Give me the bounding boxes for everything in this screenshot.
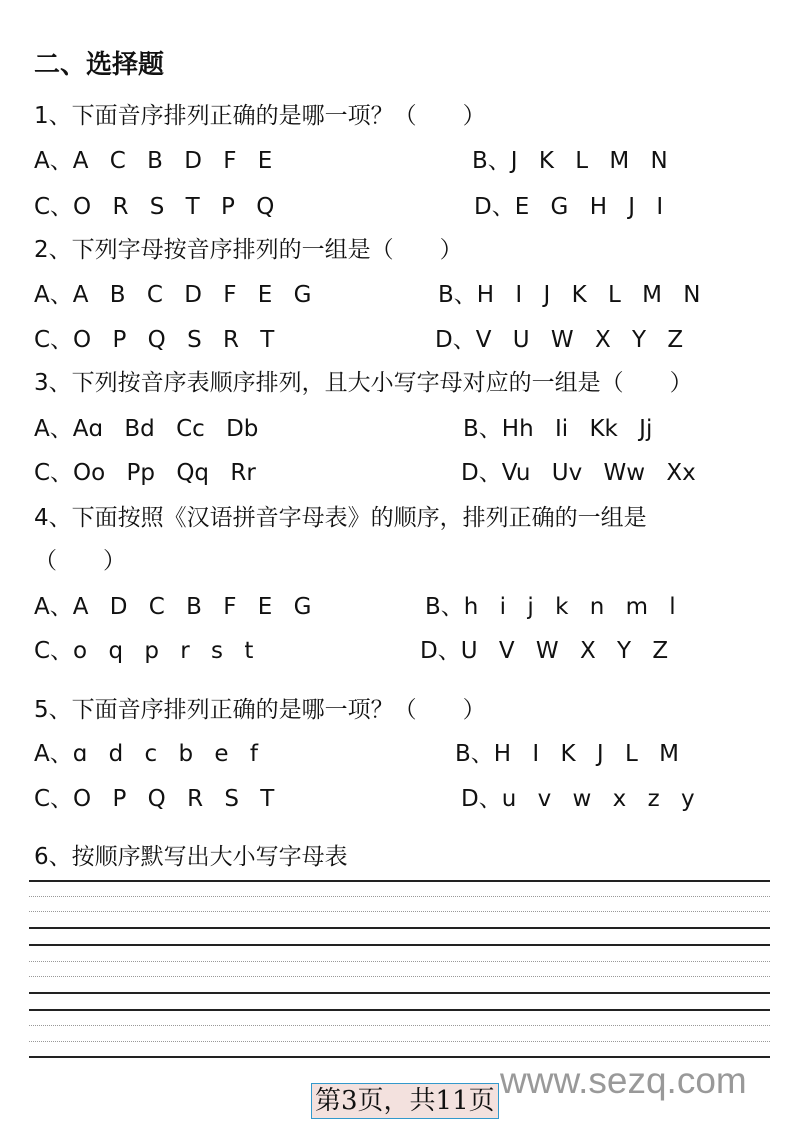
guide-line	[29, 1041, 770, 1042]
guide-line	[29, 911, 770, 912]
option-4b: B、h i j k n m l	[425, 594, 676, 620]
guide-line	[29, 961, 770, 962]
option-2a: A、A B C D F E G	[34, 282, 312, 308]
writing-line	[29, 1009, 770, 1011]
option-1d: D、E G H J I	[474, 194, 664, 220]
guide-line	[29, 976, 770, 977]
option-1a: A、A C B D F E	[34, 148, 273, 174]
option-5b: B、H I K J L M	[455, 741, 679, 767]
section-title: 二、选择题	[34, 50, 165, 80]
watermark: www.sezq.com	[500, 1060, 747, 1101]
option-1c: C、O R S T P Q	[34, 194, 275, 220]
option-3b: B、Hh Ii Kk Jj	[463, 416, 653, 442]
option-5a: A、ɑ d c b e f	[34, 741, 258, 767]
option-4d: D、U V W X Y Z	[420, 638, 669, 664]
option-3a: A、Aɑ Bd Cc Db	[34, 416, 259, 442]
option-1b: B、J K L M N	[472, 148, 668, 174]
writing-line	[29, 992, 770, 994]
guide-line	[29, 896, 770, 897]
writing-line	[29, 880, 770, 882]
option-5d: D、u v w x z y	[461, 786, 695, 812]
option-4c: C、o q p r s t	[34, 638, 254, 664]
question-4-cont: （ ）	[34, 548, 126, 574]
question-1: 1、下面音序排列正确的是哪一项？（ ）	[34, 103, 486, 129]
option-2c: C、O P Q S R T	[34, 327, 275, 353]
writing-line	[29, 1056, 770, 1058]
question-2: 2、下列字母按音序排列的一组是（ ）	[34, 237, 463, 263]
question-5: 5、下面音序排列正确的是哪一项？（ ）	[34, 697, 486, 723]
question-6: 6、按顺序默写出大小写字母表	[34, 844, 348, 870]
option-4a: A、A D C B F E G	[34, 594, 312, 620]
option-5c: C、O P Q R S T	[34, 786, 275, 812]
page-number: 第3页，共11页	[311, 1083, 499, 1119]
option-2b: B、H I J K L M N	[438, 282, 701, 308]
option-2d: D、V U W X Y Z	[435, 327, 684, 353]
option-3c: C、Oo Pp Qq Rr	[34, 460, 256, 486]
option-3d: D、Vu Uv Ww Xx	[461, 460, 696, 486]
question-3: 3、下列按音序表顺序排列，且大小写字母对应的一组是（ ）	[34, 370, 693, 396]
writing-line	[29, 927, 770, 929]
writing-line	[29, 944, 770, 946]
question-4: 4、下面按照《汉语拼音字母表》的顺序，排列正确的一组是	[34, 505, 647, 531]
guide-line	[29, 1025, 770, 1026]
